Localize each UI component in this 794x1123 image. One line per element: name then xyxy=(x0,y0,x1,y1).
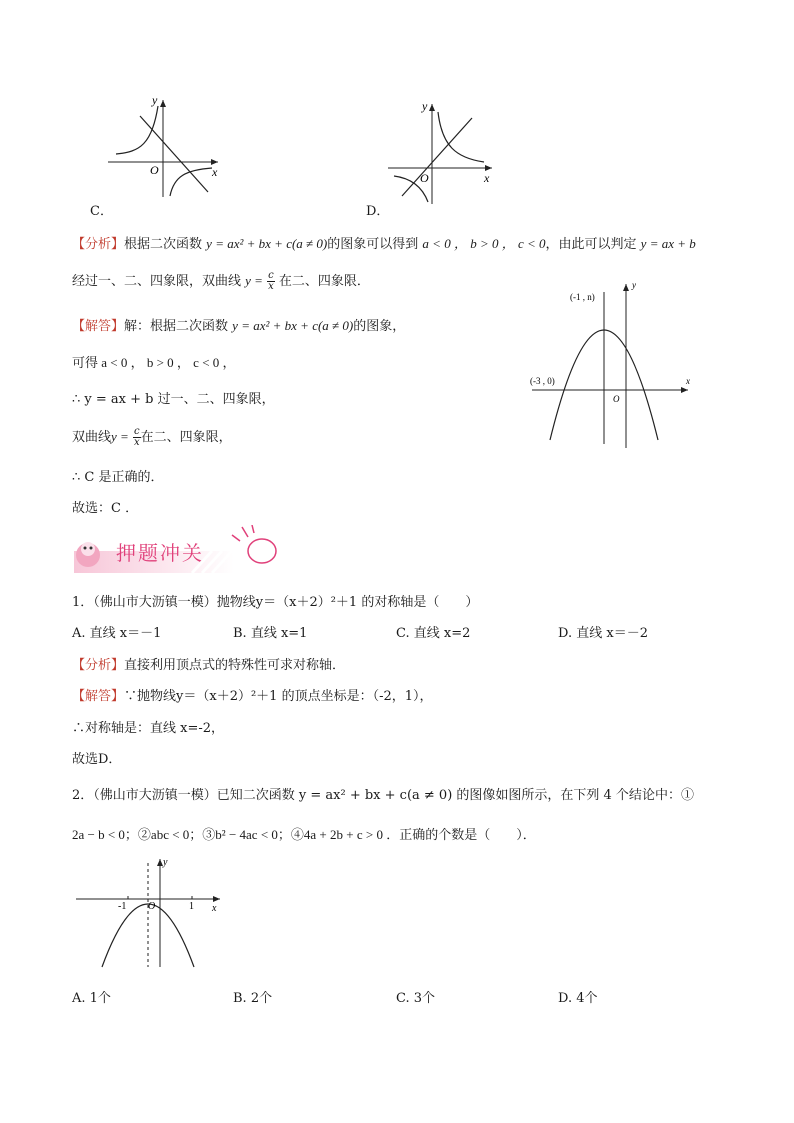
parabola-origin: O xyxy=(613,394,620,404)
analysis-equation-1: y = ax² + bx + c(a ≠ 0) xyxy=(206,236,328,251)
option-d-origin: O xyxy=(420,171,429,185)
analysis-text-1c: ，由此可以判定 xyxy=(545,237,637,252)
q2-figure xyxy=(72,855,232,970)
bunny-icon xyxy=(248,539,276,563)
answer-fraction: $\frac{c}{x}$ xyxy=(133,426,140,448)
answer-text-1: 解：根据二次函数 xyxy=(124,319,229,334)
q1-analysis-tag: 【分析】 xyxy=(72,658,125,673)
q1-answer-tag: 【解答】 xyxy=(72,689,125,704)
option-c-graph xyxy=(100,92,230,202)
parabola-graph xyxy=(528,280,698,450)
analysis-text-2: 经过一、二、四象限，双曲线 xyxy=(72,274,242,289)
analysis-tag: 【分析】 xyxy=(72,237,125,252)
q1-answer-line-3: 故选D． xyxy=(72,752,122,767)
q1-analysis-text: 直接利用顶点式的特殊性可求对称轴． xyxy=(124,658,346,673)
q1-stem: 1．（佛山市大沥镇一模）抛物线y＝（x＋2）²＋1 的对称轴是（ ） xyxy=(72,595,479,610)
q2-tick-neg: -1 xyxy=(118,901,127,912)
analysis-equation-2: y = ax + b xyxy=(640,236,696,251)
answer-text-4a: 双曲线 xyxy=(72,430,112,445)
answer-equation: y = ax² + bx + c(a ≠ 0) xyxy=(232,318,354,333)
answer-text-1b: 的图象， xyxy=(353,319,406,334)
q2-y-label: y xyxy=(163,857,168,868)
option-d-y-label: y xyxy=(422,99,428,113)
q1-answer-line-2: ∴对称轴是：直线 x=-2， xyxy=(72,721,225,736)
q2-tick-pos: 1 xyxy=(189,901,194,912)
q2-stem-line-2: 2a − b < 0；②abc < 0；③b² − 4ac < 0；④4a + 2b + c > 0 ．正确的个数是（ ）． xyxy=(72,827,536,842)
answer-line-6: 故选：C ． xyxy=(72,501,139,516)
root-label: (-3 , 0) xyxy=(530,376,555,386)
parabola-y-label: y xyxy=(632,280,636,290)
analysis-text-2b: 在二、四象限． xyxy=(278,274,370,289)
option-c-origin: O xyxy=(150,163,159,177)
analysis-fraction: $\frac{c}{x}$ xyxy=(268,270,274,292)
q1-analysis xyxy=(72,654,345,673)
parabola-figure xyxy=(528,280,698,450)
analysis-line-1 xyxy=(72,233,696,252)
q2-stem-line-1: 2．（佛山市大沥镇一模）已知二次函数 y = ax² + bx + c(a ≠ 0) 的图像如图所示，在下列 4 个结论中：① xyxy=(72,788,694,803)
option-d-label: D． xyxy=(366,204,390,219)
answer-line-1 xyxy=(72,315,405,334)
q1-answer-line-1 xyxy=(72,685,433,704)
answer-line-4 xyxy=(72,426,232,448)
q2-x-label: x xyxy=(212,903,217,914)
q2-option-a: A. 1个 xyxy=(72,991,111,1006)
q2-option-b: B. 2个 xyxy=(233,991,273,1006)
analysis-line-2 xyxy=(72,270,370,292)
option-c-x-label: x xyxy=(212,165,218,179)
answer-text-4b: 在二、四象限， xyxy=(140,430,232,445)
q1-option-a: A. 直线 x＝－1 xyxy=(72,626,162,641)
option-c-label: C． xyxy=(90,204,113,219)
option-c-figure xyxy=(100,92,230,202)
answer-line-5: ∴ C 是正确的． xyxy=(72,470,164,485)
q1-option-c: C. 直线 x=2 xyxy=(396,626,471,641)
analysis-text-1b: 的图象可以得到 xyxy=(327,237,419,252)
q2-graph xyxy=(72,855,232,970)
parabola-x-label: x xyxy=(686,376,690,386)
q1-option-b: B. 直线 x=1 xyxy=(233,626,308,641)
section-banner xyxy=(72,525,287,577)
q1-answer-text-1: ∵抛物线y＝（x＋2）²＋1 的顶点坐标是：（-2，1）， xyxy=(124,689,433,704)
answer-tag: 【解答】 xyxy=(72,319,125,334)
vertex-label: (-1 , n) xyxy=(570,292,595,302)
analysis-conditions: a < 0 ， b > 0 ， c < 0 xyxy=(422,236,546,251)
answer-line-3: ∴ y = ax + b 过一、二、四象限， xyxy=(72,392,275,407)
option-d-x-label: x xyxy=(484,171,490,185)
q1-option-d: D. 直线 x＝－2 xyxy=(558,626,648,641)
option-d-graph xyxy=(380,98,500,208)
answer-hyperbola-y: y = xyxy=(111,429,129,444)
answer-line-2: 可得 a < 0 ， b > 0 ， c < 0 ， xyxy=(72,355,236,370)
analysis-text-1: 根据二次函数 xyxy=(124,237,203,252)
option-c-y-label: y xyxy=(152,93,158,107)
q2-origin: O xyxy=(148,901,156,912)
banner-title: 押题冲关 xyxy=(116,541,204,565)
option-d-figure xyxy=(380,98,500,208)
q2-option-c: C. 3个 xyxy=(396,991,436,1006)
q2-option-d: D. 4个 xyxy=(558,991,598,1006)
analysis-hyperbola-y: y = xyxy=(245,273,263,288)
